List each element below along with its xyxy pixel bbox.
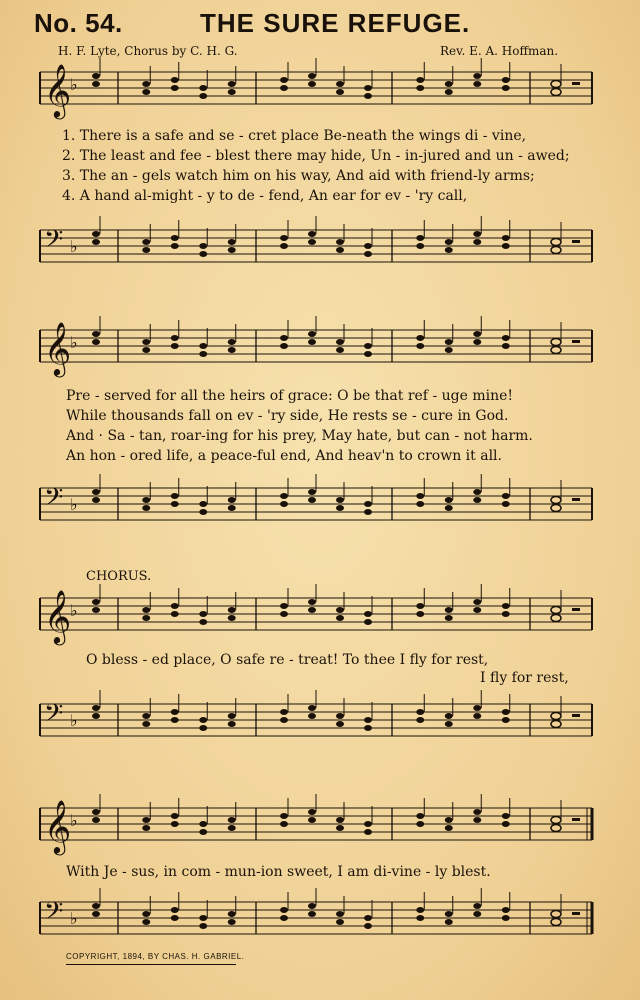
note-head [416, 907, 424, 913]
flat-icon: ♭ [70, 237, 78, 256]
note-head [92, 903, 100, 909]
treble-staff-2 [0, 318, 640, 378]
note-head [308, 599, 316, 605]
note-head [92, 239, 100, 245]
note-head [416, 85, 424, 91]
note-head [502, 907, 510, 913]
verse-3-line-2: And · Sa - tan, roar-ing for his prey, May hate, but can - not harm. [66, 428, 533, 444]
treble-clef-icon: 𝄞 [44, 63, 72, 117]
note-head [473, 489, 481, 495]
note-head [364, 243, 372, 249]
note-head [445, 919, 453, 925]
note-head [502, 77, 510, 83]
note-head [142, 239, 150, 245]
note-head [445, 713, 453, 719]
note-head [142, 89, 150, 95]
note-head [171, 85, 179, 91]
verse-2-line-1: 2. The least and fee - blest there may hide, Un - in-jured and un - awed; [62, 148, 570, 164]
note-head [199, 725, 207, 731]
note-head [171, 335, 179, 341]
half-note-head [551, 505, 561, 512]
note-head [142, 721, 150, 727]
chorus-line-1: O bless - ed place, O safe re - treat! To thee I fly for rest, [86, 652, 489, 668]
copyright-notice: COPYRIGHT, 1894, BY CHAS. H. GABRIEL. [66, 952, 245, 961]
note-head [502, 603, 510, 609]
note-head [308, 903, 316, 909]
note-head [199, 343, 207, 349]
note-head [473, 339, 481, 345]
note-head [502, 243, 510, 249]
note-head [92, 607, 100, 613]
treble-clef-icon: 𝄞 [44, 589, 72, 643]
verse-1-line-1: 1. There is a safe and se - cret place Be-neath the wings di - vine, [62, 128, 527, 144]
note-head [199, 611, 207, 617]
note-head [473, 607, 481, 613]
verse-2-line-2: While thousands fall on ev - 'ry side, He rests se - cure in God. [66, 408, 509, 424]
half-note-head [551, 247, 561, 254]
note-head [308, 73, 316, 79]
note-head [228, 239, 236, 245]
note-head [416, 501, 424, 507]
hymn-number: No. 54. [34, 8, 123, 38]
treble-clef-icon: 𝄞 [44, 321, 72, 375]
note-head [142, 347, 150, 353]
note-head [473, 713, 481, 719]
note-head [199, 85, 207, 91]
note-head [142, 713, 150, 719]
note-head [336, 89, 344, 95]
note-head [364, 619, 372, 625]
half-note-head [551, 607, 561, 614]
note-head [502, 335, 510, 341]
note-head [199, 509, 207, 515]
note-head [171, 243, 179, 249]
note-head [445, 247, 453, 253]
note-head [364, 725, 372, 731]
note-head [416, 77, 424, 83]
note-head [199, 501, 207, 507]
bass-clef-icon: 𝄢 [44, 225, 64, 260]
note-head [92, 817, 100, 823]
note-head [171, 77, 179, 83]
verse-3-line-1: 3. The an - gels watch him on his way, And aid with friend-ly arms; [62, 168, 535, 184]
bass-staff-4 [0, 890, 640, 950]
rest-icon [572, 912, 580, 915]
note-head [416, 493, 424, 499]
note-head [364, 915, 372, 921]
note-head [142, 615, 150, 621]
rest-icon [572, 240, 580, 243]
note-head [308, 489, 316, 495]
note-head [473, 331, 481, 337]
rest-icon [572, 818, 580, 821]
note-head [336, 247, 344, 253]
note-head [473, 599, 481, 605]
note-head [308, 705, 316, 711]
note-head [228, 721, 236, 727]
note-head [502, 85, 510, 91]
note-head [280, 77, 288, 83]
note-head [142, 607, 150, 613]
note-head [199, 915, 207, 921]
note-head [280, 85, 288, 91]
flat-icon: ♭ [70, 711, 78, 730]
note-head [308, 497, 316, 503]
note-head [228, 607, 236, 613]
note-head [280, 501, 288, 507]
note-head [445, 721, 453, 727]
note-head [473, 911, 481, 917]
note-head [364, 93, 372, 99]
note-head [308, 817, 316, 823]
chorus-line-2: With Je - sus, in com - mun-ion sweet, I am di-vine - ly blest. [66, 864, 491, 880]
note-head [364, 923, 372, 929]
note-head [364, 251, 372, 257]
note-head [280, 813, 288, 819]
half-note-head [551, 339, 561, 346]
rest-icon [572, 340, 580, 343]
note-head [92, 497, 100, 503]
note-head [308, 331, 316, 337]
note-head [92, 705, 100, 711]
note-head [336, 817, 344, 823]
note-head [336, 347, 344, 353]
note-head [228, 497, 236, 503]
note-head [416, 611, 424, 617]
note-head [473, 705, 481, 711]
half-note-head [551, 497, 561, 504]
note-head [142, 505, 150, 511]
note-head [228, 339, 236, 345]
note-head [280, 821, 288, 827]
note-head [92, 331, 100, 337]
copyright-rule [66, 964, 236, 965]
note-head [502, 493, 510, 499]
rest-icon [572, 82, 580, 85]
note-head [280, 709, 288, 715]
note-head [280, 243, 288, 249]
bass-staff-2 [0, 476, 640, 536]
half-note-head [551, 825, 561, 832]
note-head [336, 505, 344, 511]
bass-staff-1 [0, 218, 640, 278]
note-head [364, 611, 372, 617]
half-note-head [551, 817, 561, 824]
note-head [92, 489, 100, 495]
verse-4-line-1: 4. A hand al-might - y to de - fend, An ear for ev - 'ry call, [62, 188, 468, 204]
note-head [445, 505, 453, 511]
note-head [502, 717, 510, 723]
note-head [445, 347, 453, 353]
bass-clef-icon: 𝄢 [44, 483, 64, 518]
note-head [502, 813, 510, 819]
note-head [445, 817, 453, 823]
note-head [445, 81, 453, 87]
note-head [171, 603, 179, 609]
treble-clef-icon: 𝄞 [44, 799, 72, 853]
note-head [228, 89, 236, 95]
note-head [336, 81, 344, 87]
half-note-head [551, 239, 561, 246]
note-head [416, 603, 424, 609]
note-head [92, 231, 100, 237]
half-note-head [551, 347, 561, 354]
note-head [228, 713, 236, 719]
bass-clef-icon: 𝄢 [44, 699, 64, 734]
note-head [445, 497, 453, 503]
note-head [171, 709, 179, 715]
note-head [171, 907, 179, 913]
note-head [280, 603, 288, 609]
note-head [416, 821, 424, 827]
note-head [308, 607, 316, 613]
verse-4-line-2: An hon - ored life, a peace-ful end, And heav'n to crown it all. [66, 448, 502, 464]
note-head [228, 247, 236, 253]
note-head [280, 493, 288, 499]
note-head [142, 497, 150, 503]
flat-icon: ♭ [70, 495, 78, 514]
note-head [445, 239, 453, 245]
treble-staff-3 [0, 586, 640, 646]
note-head [502, 235, 510, 241]
note-head [416, 709, 424, 715]
note-head [364, 509, 372, 515]
note-head [445, 339, 453, 345]
note-head [171, 493, 179, 499]
note-head [364, 717, 372, 723]
note-head [280, 335, 288, 341]
note-head [199, 821, 207, 827]
note-head [171, 915, 179, 921]
note-head [280, 343, 288, 349]
note-head [228, 919, 236, 925]
note-head [280, 907, 288, 913]
note-head [142, 911, 150, 917]
half-note-head [551, 81, 561, 88]
note-head [92, 809, 100, 815]
note-head [473, 497, 481, 503]
note-head [416, 243, 424, 249]
note-head [336, 911, 344, 917]
note-head [445, 607, 453, 613]
note-head [364, 343, 372, 349]
rest-icon [572, 608, 580, 611]
note-head [416, 343, 424, 349]
note-head [142, 817, 150, 823]
note-head [336, 919, 344, 925]
note-head [473, 809, 481, 815]
note-head [416, 717, 424, 723]
note-head [502, 915, 510, 921]
note-head [171, 343, 179, 349]
note-head [228, 825, 236, 831]
half-note-head [551, 911, 561, 918]
flat-icon: ♭ [70, 75, 78, 94]
note-head [92, 339, 100, 345]
note-head [171, 611, 179, 617]
note-head [228, 347, 236, 353]
words-credit: H. F. Lyte, Chorus by C. H. G. [58, 44, 238, 58]
note-head [336, 239, 344, 245]
note-head [445, 825, 453, 831]
half-note-head [551, 615, 561, 622]
note-head [228, 911, 236, 917]
note-head [473, 81, 481, 87]
note-head [280, 717, 288, 723]
note-head [308, 809, 316, 815]
note-head [416, 335, 424, 341]
note-head [280, 915, 288, 921]
note-head [416, 813, 424, 819]
note-head [473, 903, 481, 909]
bass-clef-icon: 𝄢 [44, 897, 64, 932]
treble-staff-1 [0, 60, 640, 120]
note-head [473, 817, 481, 823]
note-head [364, 501, 372, 507]
note-head [199, 93, 207, 99]
note-head [142, 247, 150, 253]
note-head [171, 235, 179, 241]
note-head [280, 611, 288, 617]
note-head [336, 721, 344, 727]
note-head [92, 713, 100, 719]
note-head [171, 821, 179, 827]
note-head [473, 239, 481, 245]
verse-1-line-2: Pre - served for all the heirs of grace: O be that ref - uge mine! [66, 388, 514, 404]
note-head [280, 235, 288, 241]
note-head [199, 829, 207, 835]
note-head [308, 239, 316, 245]
half-note-head [551, 89, 561, 96]
note-head [308, 911, 316, 917]
note-head [199, 717, 207, 723]
flat-icon: ♭ [70, 601, 78, 620]
note-head [199, 243, 207, 249]
note-head [336, 615, 344, 621]
flat-icon: ♭ [70, 811, 78, 830]
note-head [228, 81, 236, 87]
note-head [171, 501, 179, 507]
flat-icon: ♭ [70, 333, 78, 352]
note-head [364, 821, 372, 827]
note-head [171, 717, 179, 723]
note-head [502, 821, 510, 827]
note-head [308, 81, 316, 87]
note-head [336, 607, 344, 613]
note-head [416, 235, 424, 241]
note-head [502, 709, 510, 715]
half-note-head [551, 713, 561, 720]
note-head [228, 615, 236, 621]
flat-icon: ♭ [70, 909, 78, 928]
note-head [308, 339, 316, 345]
music-credit: Rev. E. A. Hoffman. [440, 44, 559, 58]
note-head [142, 825, 150, 831]
note-head [92, 911, 100, 917]
note-head [142, 81, 150, 87]
treble-staff-4 [0, 796, 640, 856]
note-head [502, 343, 510, 349]
note-head [336, 713, 344, 719]
note-head [228, 817, 236, 823]
note-head [445, 615, 453, 621]
chorus-echo: I fly for rest, [480, 670, 569, 686]
note-head [416, 915, 424, 921]
note-head [92, 599, 100, 605]
note-head [142, 919, 150, 925]
note-head [445, 911, 453, 917]
note-head [199, 923, 207, 929]
half-note-head [551, 721, 561, 728]
note-head [199, 619, 207, 625]
note-head [92, 73, 100, 79]
note-head [473, 231, 481, 237]
note-head [364, 351, 372, 357]
note-head [336, 339, 344, 345]
note-head [336, 497, 344, 503]
hymn-title: THE SURE REFUGE. [200, 8, 471, 38]
note-head [308, 713, 316, 719]
note-head [92, 81, 100, 87]
rest-icon [572, 498, 580, 501]
note-head [364, 85, 372, 91]
note-head [142, 339, 150, 345]
chorus-label: CHORUS. [86, 569, 152, 584]
note-head [199, 351, 207, 357]
note-head [171, 813, 179, 819]
note-head [502, 501, 510, 507]
note-head [308, 231, 316, 237]
bass-staff-3 [0, 692, 640, 752]
half-note-head [551, 919, 561, 926]
note-head [336, 825, 344, 831]
note-head [502, 611, 510, 617]
note-head [364, 829, 372, 835]
rest-icon [572, 714, 580, 717]
note-head [199, 251, 207, 257]
note-head [445, 89, 453, 95]
note-head [228, 505, 236, 511]
note-head [473, 73, 481, 79]
